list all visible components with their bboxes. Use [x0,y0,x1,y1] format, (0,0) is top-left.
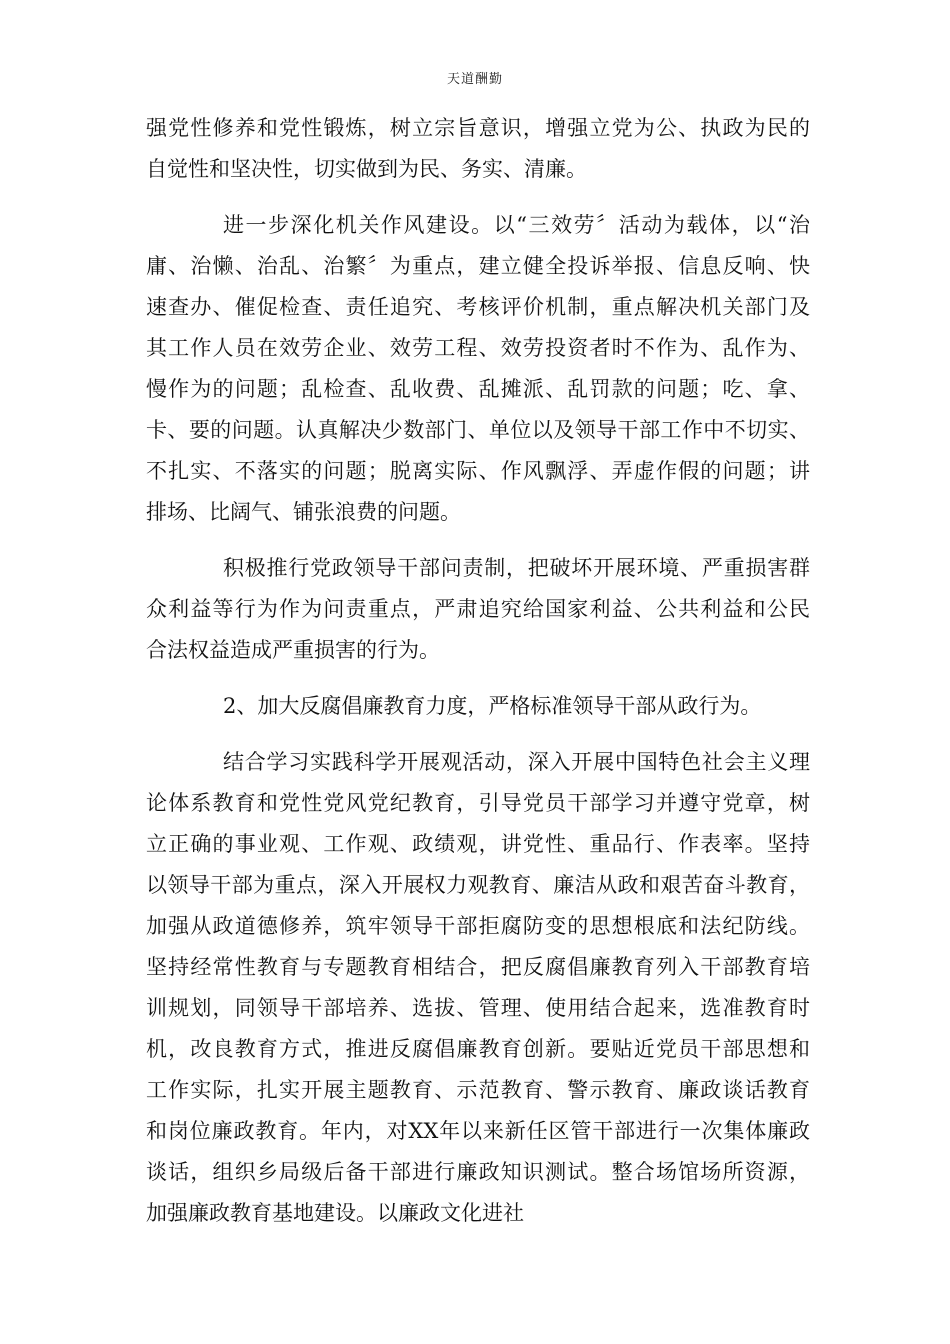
text-line: 坚持经常性教育与专题教育相结合，把反腐倡廉教育列入干部教育培 [146,955,810,979]
text-line: 进一步深化机关作风建设。以“三效劳〞活动为载体，以“治 [223,213,810,237]
text-line: 速查办、催促检查、责任追究、考核评价机制，重点解决机关部门及 [146,295,810,319]
page-header: 天道酬勤 [446,72,503,87]
text-line: 排场、比阔气、铺张浪费的问题。 [146,500,461,524]
paragraph [146,548,810,671]
text-line: 立正确的事业观、工作观、政绩观，讲党性、重品行、作表率。坚持 [146,832,810,856]
text-line: 庸、治懒、治乱、治繁〞为重点，建立健全投诉举报、信息反响、快 [146,254,810,278]
text-line: 卡、要的问题。认真解决少数部门、单位以及领导干部工作中不切实、 [146,418,810,442]
text-line: 工作实际，扎实开展主题教育、示范教育、警示教育、廉政谈话教育 [146,1078,810,1102]
text-line: 自觉性和坚决性，切实做到为民、务实、清廉。 [146,157,587,181]
text-line: 谈话，组织乡局级后备干部进行廉政知识测试。整合场馆场所资源， [146,1160,810,1184]
text-line: 积极推行党政领导干部问责制，把破坏开展环境、严重损害群 [223,556,810,580]
text-line: 以领导干部为重点，深入开展权力观教育、廉洁从政和艰苦奋斗教育， [146,873,810,897]
text-line: 论体系教育和党性党风党纪教育，引导党员干部学习并遵守党章，树 [146,791,810,815]
document-body [146,108,810,1249]
paragraph [146,742,810,1234]
section-heading [146,686,810,727]
text-line: 和岗位廉政教育。年内，对XX年以来新任区管干部进行一次集体廉政 [146,1119,810,1143]
text-line: 加强从政道德修养，筑牢领导干部拒腐防变的思想根底和法纪防线。 [146,914,810,938]
paragraph [146,205,810,533]
text-line: 训规划，同领导干部培养、选拔、管理、使用结合起来，选准教育时 [146,996,810,1020]
text-line: 合法权益造成严重损害的行为。 [146,638,440,662]
text-line: 慢作为的问题；乱检查、乱收费、乱摊派、乱罚款的问题；吃、拿、 [146,377,810,401]
text-line: 2、加大反腐倡廉教育力度，严格标准领导干部从政行为。 [223,694,762,718]
text-line: 其工作人员在效劳企业、效劳工程、效劳投资者时不作为、乱作为、 [146,336,810,360]
paragraph [146,108,810,190]
text-line: 机，改良教育方式，推进反腐倡廉教育创新。要贴近党员干部思想和 [146,1037,810,1061]
text-line: 加强廉政教育基地建设。以廉政文化进社 [146,1201,524,1225]
text-line: 不扎实、不落实的问题；脱离实际、作风飘浮、弄虚作假的问题；讲 [146,459,810,483]
text-line: 结合学习实践科学开展观活动，深入开展中国特色社会主义理 [223,750,810,774]
text-line: 强党性修养和党性锻炼，树立宗旨意识，增强立党为公、执政为民的 [146,116,810,140]
text-line: 众利益等行为作为问责重点，严肃追究给国家利益、公共利益和公民 [146,597,810,621]
